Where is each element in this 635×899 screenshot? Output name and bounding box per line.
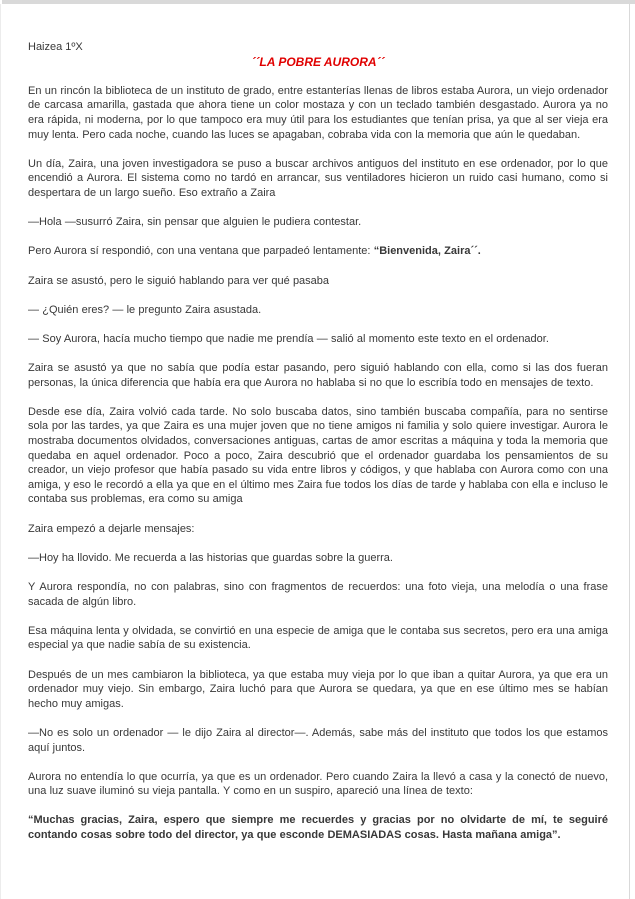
paragraph	[28, 580, 608, 609]
text-run: Un día, Zaira, una joven investigadora se puso a buscar archivos antiguos del instituto en ese ordenador, por lo que encendió a Aurora. El sistema como no tardó en arrancar, sus ventiladores hicieron un ruido casi humano, como si despertara de un largo sueño. Eso extraño a Zaira	[28, 157, 608, 199]
text-run: Zaira se asustó, pero le siguió hablando para ver qué pasaba	[28, 274, 330, 287]
paragraph	[28, 551, 608, 566]
paragraph	[28, 84, 608, 142]
text-run: Esa máquina lenta y olvidada, se convirtió en una especie de amiga que le contaba sus secretos, pero era una amiga especial ya que nadie sabía de su existencia.	[28, 624, 608, 652]
paragraph	[28, 244, 608, 259]
text-run: —Hola —susurró Zaira, sin pensar que alguien le pudiera contestar.	[28, 216, 362, 229]
paragraph	[28, 624, 608, 653]
paragraph	[28, 770, 608, 799]
paragraph	[28, 726, 608, 755]
text-run: Después de un mes cambiaron la biblioteca, ya que estaba muy vieja por lo que iban a quitar Aurora, ya que era un ordenador muy viejo. Sin embargo, Zaira luchó para que Aurora se quedara, ya que en ese último mes se habían hecho muy amigas.	[28, 668, 608, 710]
page-right-edge	[629, 4, 630, 899]
text-run: Aurora no entendía lo que ocurría, ya que es un ordenador. Pero cuando Zaira la llevó a casa y la conectó de nuevo, una luz suave iluminó su vieja pantalla. Y como en un suspiro, apareció una línea de texto:	[28, 770, 608, 798]
paragraph	[28, 332, 608, 347]
text-run: — Soy Aurora, hacía mucho tiempo que nadie me prendía — salió al momento este texto en el ordenador.	[28, 332, 549, 345]
text-run: Pero Aurora sí respondió, con una ventana que parpadeó lentamente:	[28, 245, 374, 258]
text-run: Zaira empezó a dejarle mensajes:	[28, 522, 195, 535]
story-title: ´´LA POBRE AURORA´´	[251, 54, 385, 69]
text-run: —No es solo un ordenador — le dijo Zaira al director—. Además, sabe más del instituto que todos los que estamos aquí juntos.	[28, 726, 608, 754]
bold-text-run: “Muchas gracias, Zaira, espero que siempre me recuerdes y gracias por no olvidarte de mí, te seguiré contando cosas sobre todo del director, ya que esconde DEMASIADAS cosas. Hasta mañana amiga”.	[28, 814, 608, 842]
text-run: Y Aurora respondía, no con palabras, sino con fragmentos de recuerdos: una foto vieja, una melodía o una frase sacada de algún libro.	[28, 580, 608, 608]
text-run: — ¿Quién eres? — le pregunto Zaira asustada.	[28, 303, 262, 316]
text-run: En un rincón la biblioteca de un instituto de grado, entre estanterías llenas de libros estaba Aurora, un viejo ordenador de carcasa amarilla, gastada que ahora tiene un color mostaza y con un teclado también desgastado. Aurora ya no era rápida, ni moderna, por lo que tampoco era muy útil para los estudiantes que tenían prisa, ya que al ser vieja era muy lenta. Pero cada noche, cuando las luces se apagaban, cobraba vida con la memoria que aún le quedaban.	[28, 84, 608, 141]
text-run: —Hoy ha llovido. Me recuerda a las historias que guardas sobre la guerra.	[28, 551, 393, 564]
page-content	[28, 40, 608, 857]
paragraph	[28, 157, 608, 201]
paragraph	[28, 522, 608, 537]
text-run: Desde ese día, Zaira volvió cada tarde. No solo buscaba datos, sino también buscaba compañía, para no sentirse sola por las tardes, ya que Zaira es una mujer joven que no tiene amigos ni familia y solo quiere investigar. Aurora le mostraba documentos olvidados, conversaciones antiguas, cartas de amor escritas a máquina y toda la memoria que quedaba en aquel ordenador. Poco a poco, Zaira descubrió que el ordenador guardaba los pensamientos de su creador, un viejo profesor que había pasado su vida entre libros y códigos, y que hablaba con Aurora como con una amiga, y eso le recordó a ella ya que en el último mes Zaira fue todos los días de tarde y hablaba con ella e incluso le contaba sus problemas, era como su amiga	[28, 405, 608, 506]
author-line: Haizea 1ºX	[28, 41, 83, 53]
page-left-edge	[0, 4, 1, 899]
paragraph	[28, 303, 608, 318]
bold-text-run: “Bienvenida, Zaira´´.	[373, 245, 481, 258]
page-top-edge	[2, 0, 635, 4]
text-run: Zaira se asustó ya que no sabía que podía estar pasando, pero siguió hablando con ella, como si las dos fueran personas, la única diferencia que había era que Aurora no hablaba si no que lo escribía todo en mensajes de texto.	[28, 362, 608, 389]
paragraph	[28, 215, 608, 230]
paragraph	[28, 274, 608, 289]
paragraph	[28, 668, 608, 712]
paragraph	[28, 405, 608, 507]
story-body	[28, 84, 608, 843]
paragraph	[28, 813, 608, 842]
paragraph	[28, 361, 608, 390]
